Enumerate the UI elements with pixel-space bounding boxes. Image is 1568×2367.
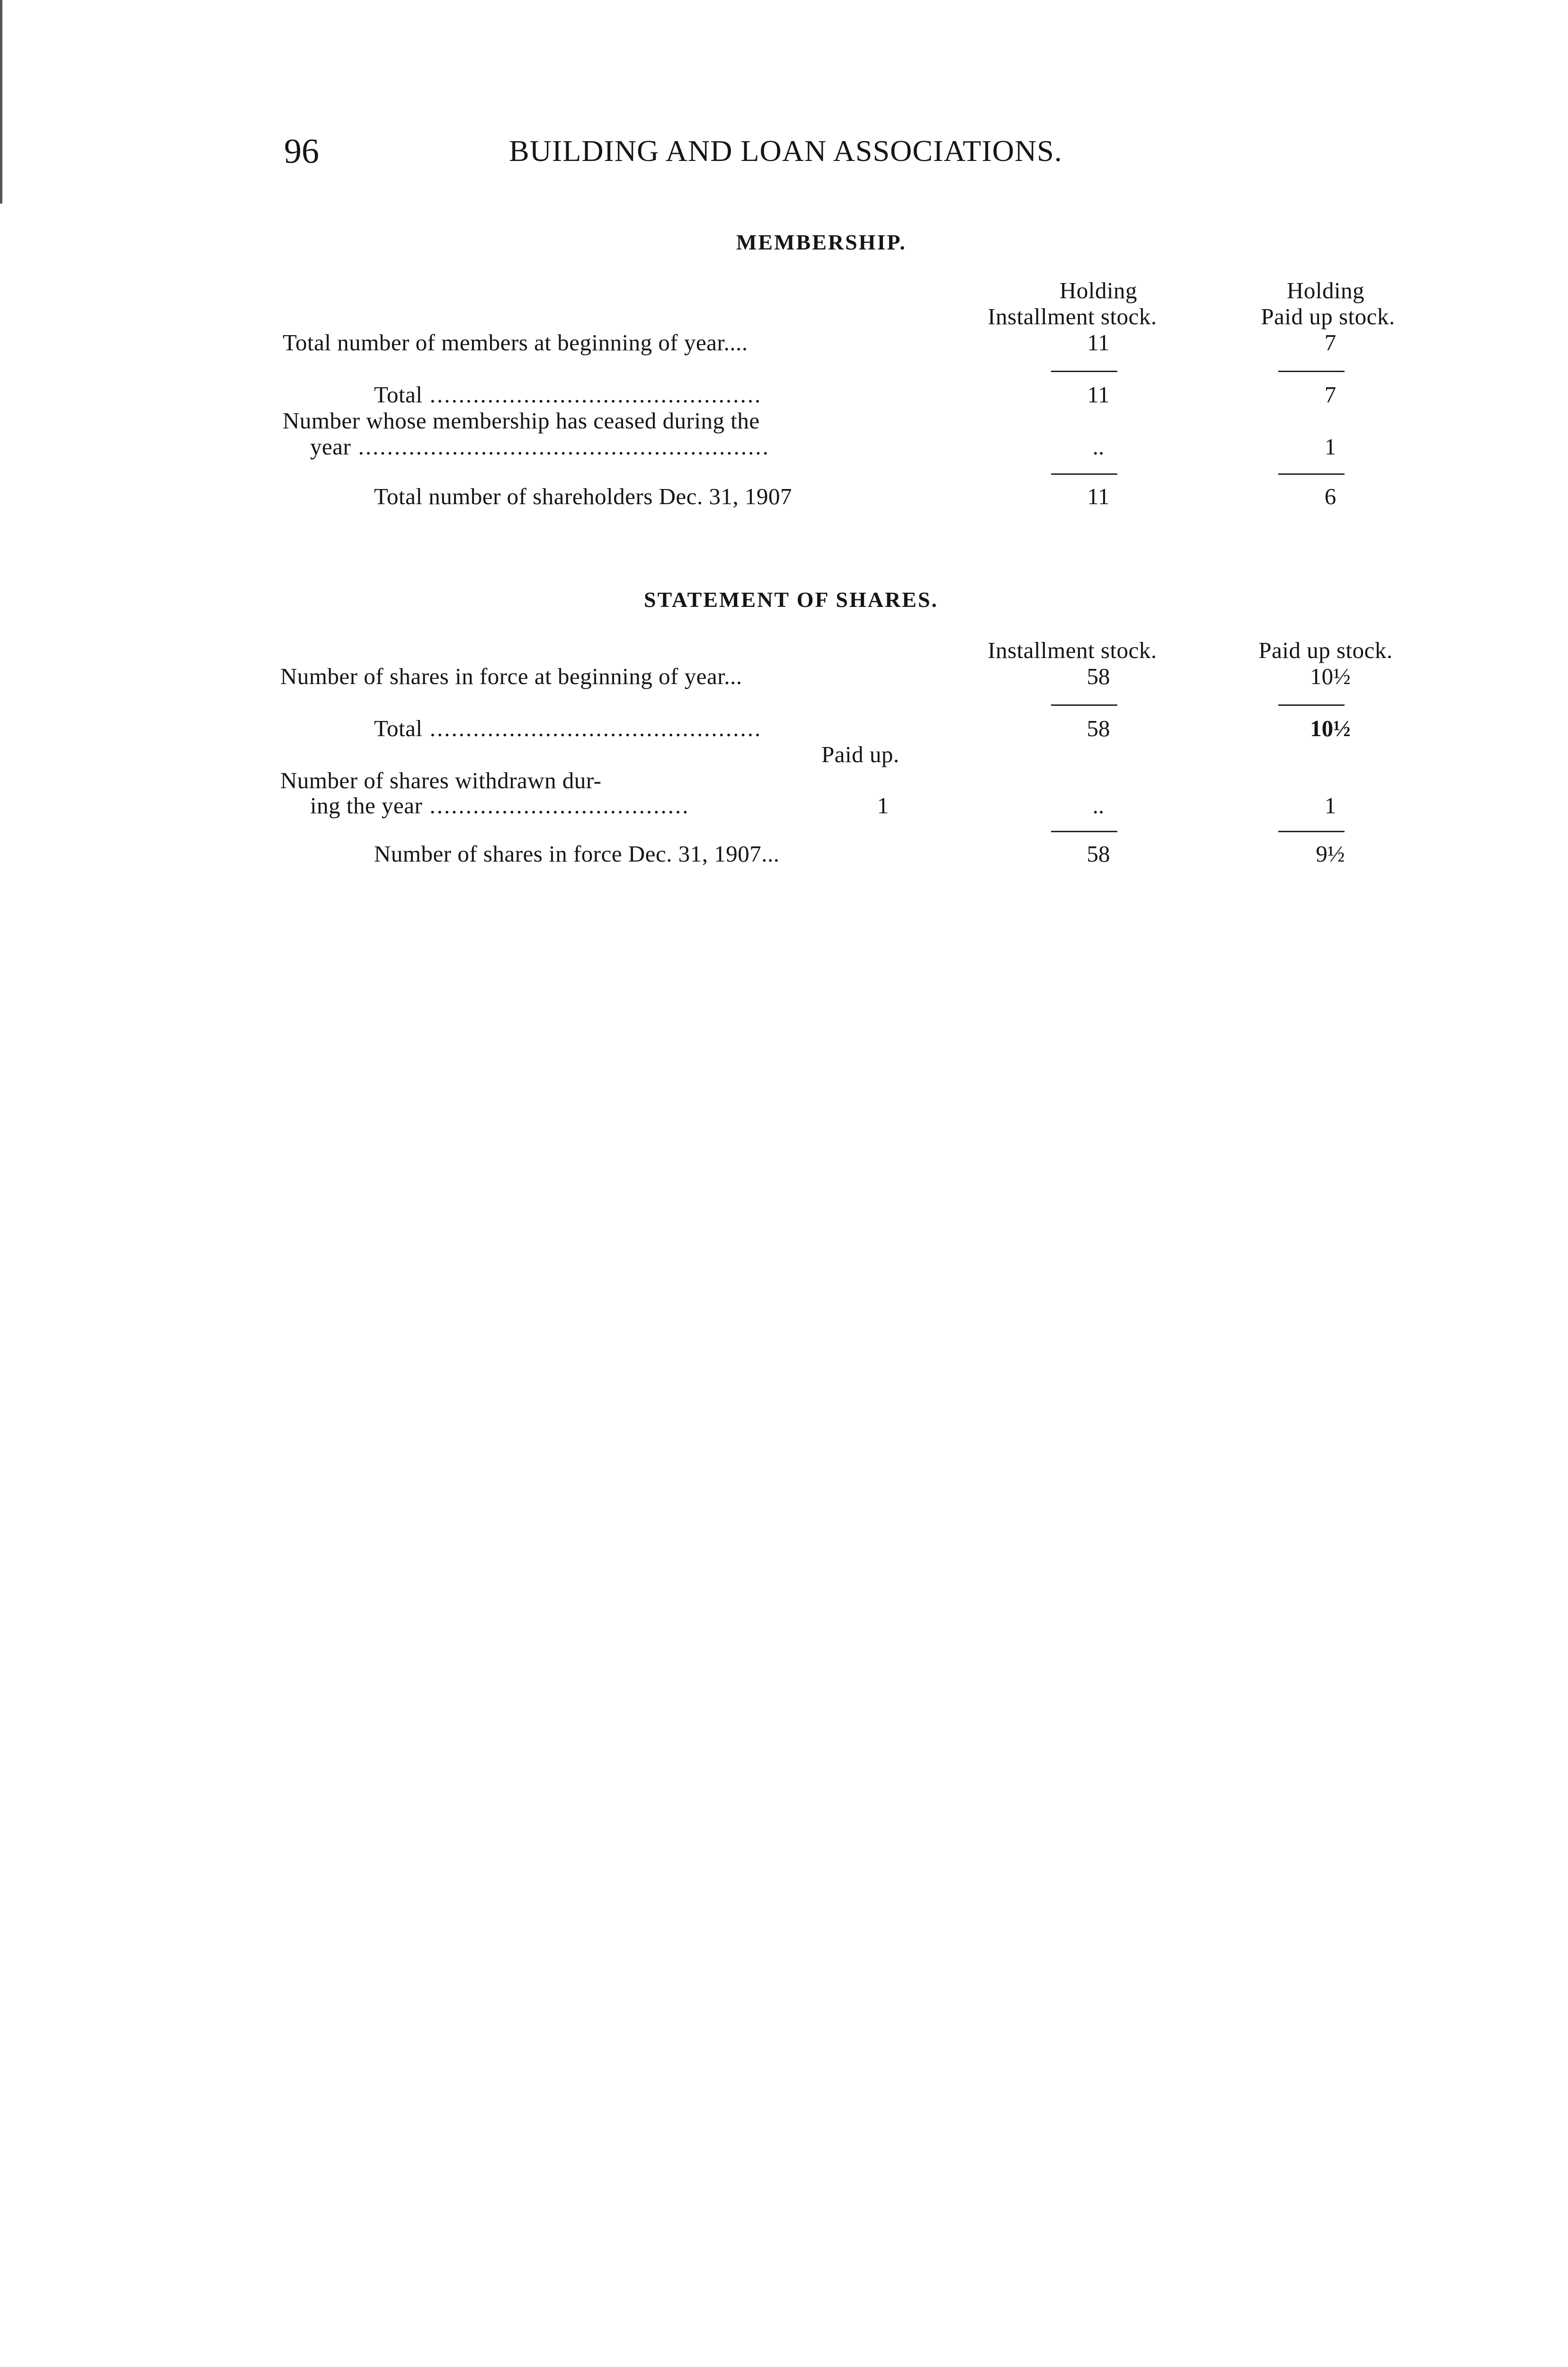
membership-shareholders-installment: 11	[1087, 483, 1110, 509]
membership-ceased-label-line2: year .........................................................	[310, 434, 770, 460]
membership-col1-heading-line2: Installment stock.	[988, 303, 1157, 329]
shares-withdrawn-paid-up: 1	[1324, 792, 1336, 819]
shares-final-rule	[1278, 831, 1345, 832]
membership-total-label: Total ..............................................	[374, 382, 762, 408]
shares-withdrawn-installment: ..	[1092, 792, 1105, 819]
shares-total-paid-up: 10½	[1310, 715, 1351, 741]
membership-ceased-paid-up: 1	[1324, 434, 1336, 460]
shares-withdrawn-label-line2: ing the year ....................................	[310, 792, 690, 819]
membership-shareholders-label: Total number of shareholders Dec. 31, 1907	[374, 483, 792, 509]
page-edge-shadow	[0, 0, 2, 204]
page-number: 96	[284, 132, 319, 171]
shares-col2-heading: Paid up stock.	[1258, 637, 1393, 663]
membership-final-rule	[1278, 473, 1345, 475]
shares-total-installment: 58	[1087, 715, 1110, 741]
shares-final-rule	[1051, 831, 1117, 832]
membership-row-installment: 11	[1087, 329, 1110, 356]
membership-col2-heading-line2: Paid up stock.	[1261, 303, 1395, 329]
membership-final-rule	[1051, 473, 1117, 475]
shares-col1-heading: Installment stock.	[988, 637, 1157, 663]
membership-total-installment: 11	[1087, 382, 1110, 408]
shares-title: STATEMENT OF SHARES.	[644, 587, 938, 612]
shares-total-label: Total ..............................................	[374, 715, 762, 741]
shares-row-label: Number of shares in force at beginning of year...	[280, 663, 742, 689]
shares-in-force-installment: 58	[1087, 841, 1110, 867]
membership-ceased-label-line1: Number whose membership has ceased during the	[283, 408, 760, 434]
shares-subtotal-rule	[1051, 704, 1117, 706]
shares-in-force-paid-up: 9½	[1316, 841, 1345, 867]
shares-withdrawn-paid-up-sub: 1	[877, 792, 889, 819]
membership-col1-heading-line1: Holding	[1059, 277, 1138, 303]
membership-ceased-installment: ..	[1092, 434, 1105, 460]
membership-subtotal-rule	[1278, 371, 1345, 372]
shares-row-paid-up: 10½	[1310, 663, 1351, 689]
shares-row-installment: 58	[1087, 663, 1110, 689]
shares-subtotal-rule	[1278, 704, 1345, 706]
shares-withdrawn-label-line1: Number of shares withdrawn dur-	[280, 767, 602, 793]
membership-row-paid-up: 7	[1324, 329, 1336, 356]
membership-shareholders-paid-up: 6	[1324, 483, 1336, 509]
membership-title: MEMBERSHIP.	[736, 230, 907, 254]
shares-in-force-label: Number of shares in force Dec. 31, 1907...	[374, 841, 780, 867]
shares-paid-up-subheading: Paid up.	[821, 741, 900, 767]
membership-subtotal-rule	[1051, 371, 1117, 372]
membership-row-label: Total number of members at beginning of year....	[283, 329, 748, 356]
membership-total-paid-up: 7	[1324, 382, 1336, 408]
running-title: BUILDING AND LOAN ASSOCIATIONS.	[509, 134, 1062, 168]
membership-col2-heading-line1: Holding	[1286, 277, 1365, 303]
